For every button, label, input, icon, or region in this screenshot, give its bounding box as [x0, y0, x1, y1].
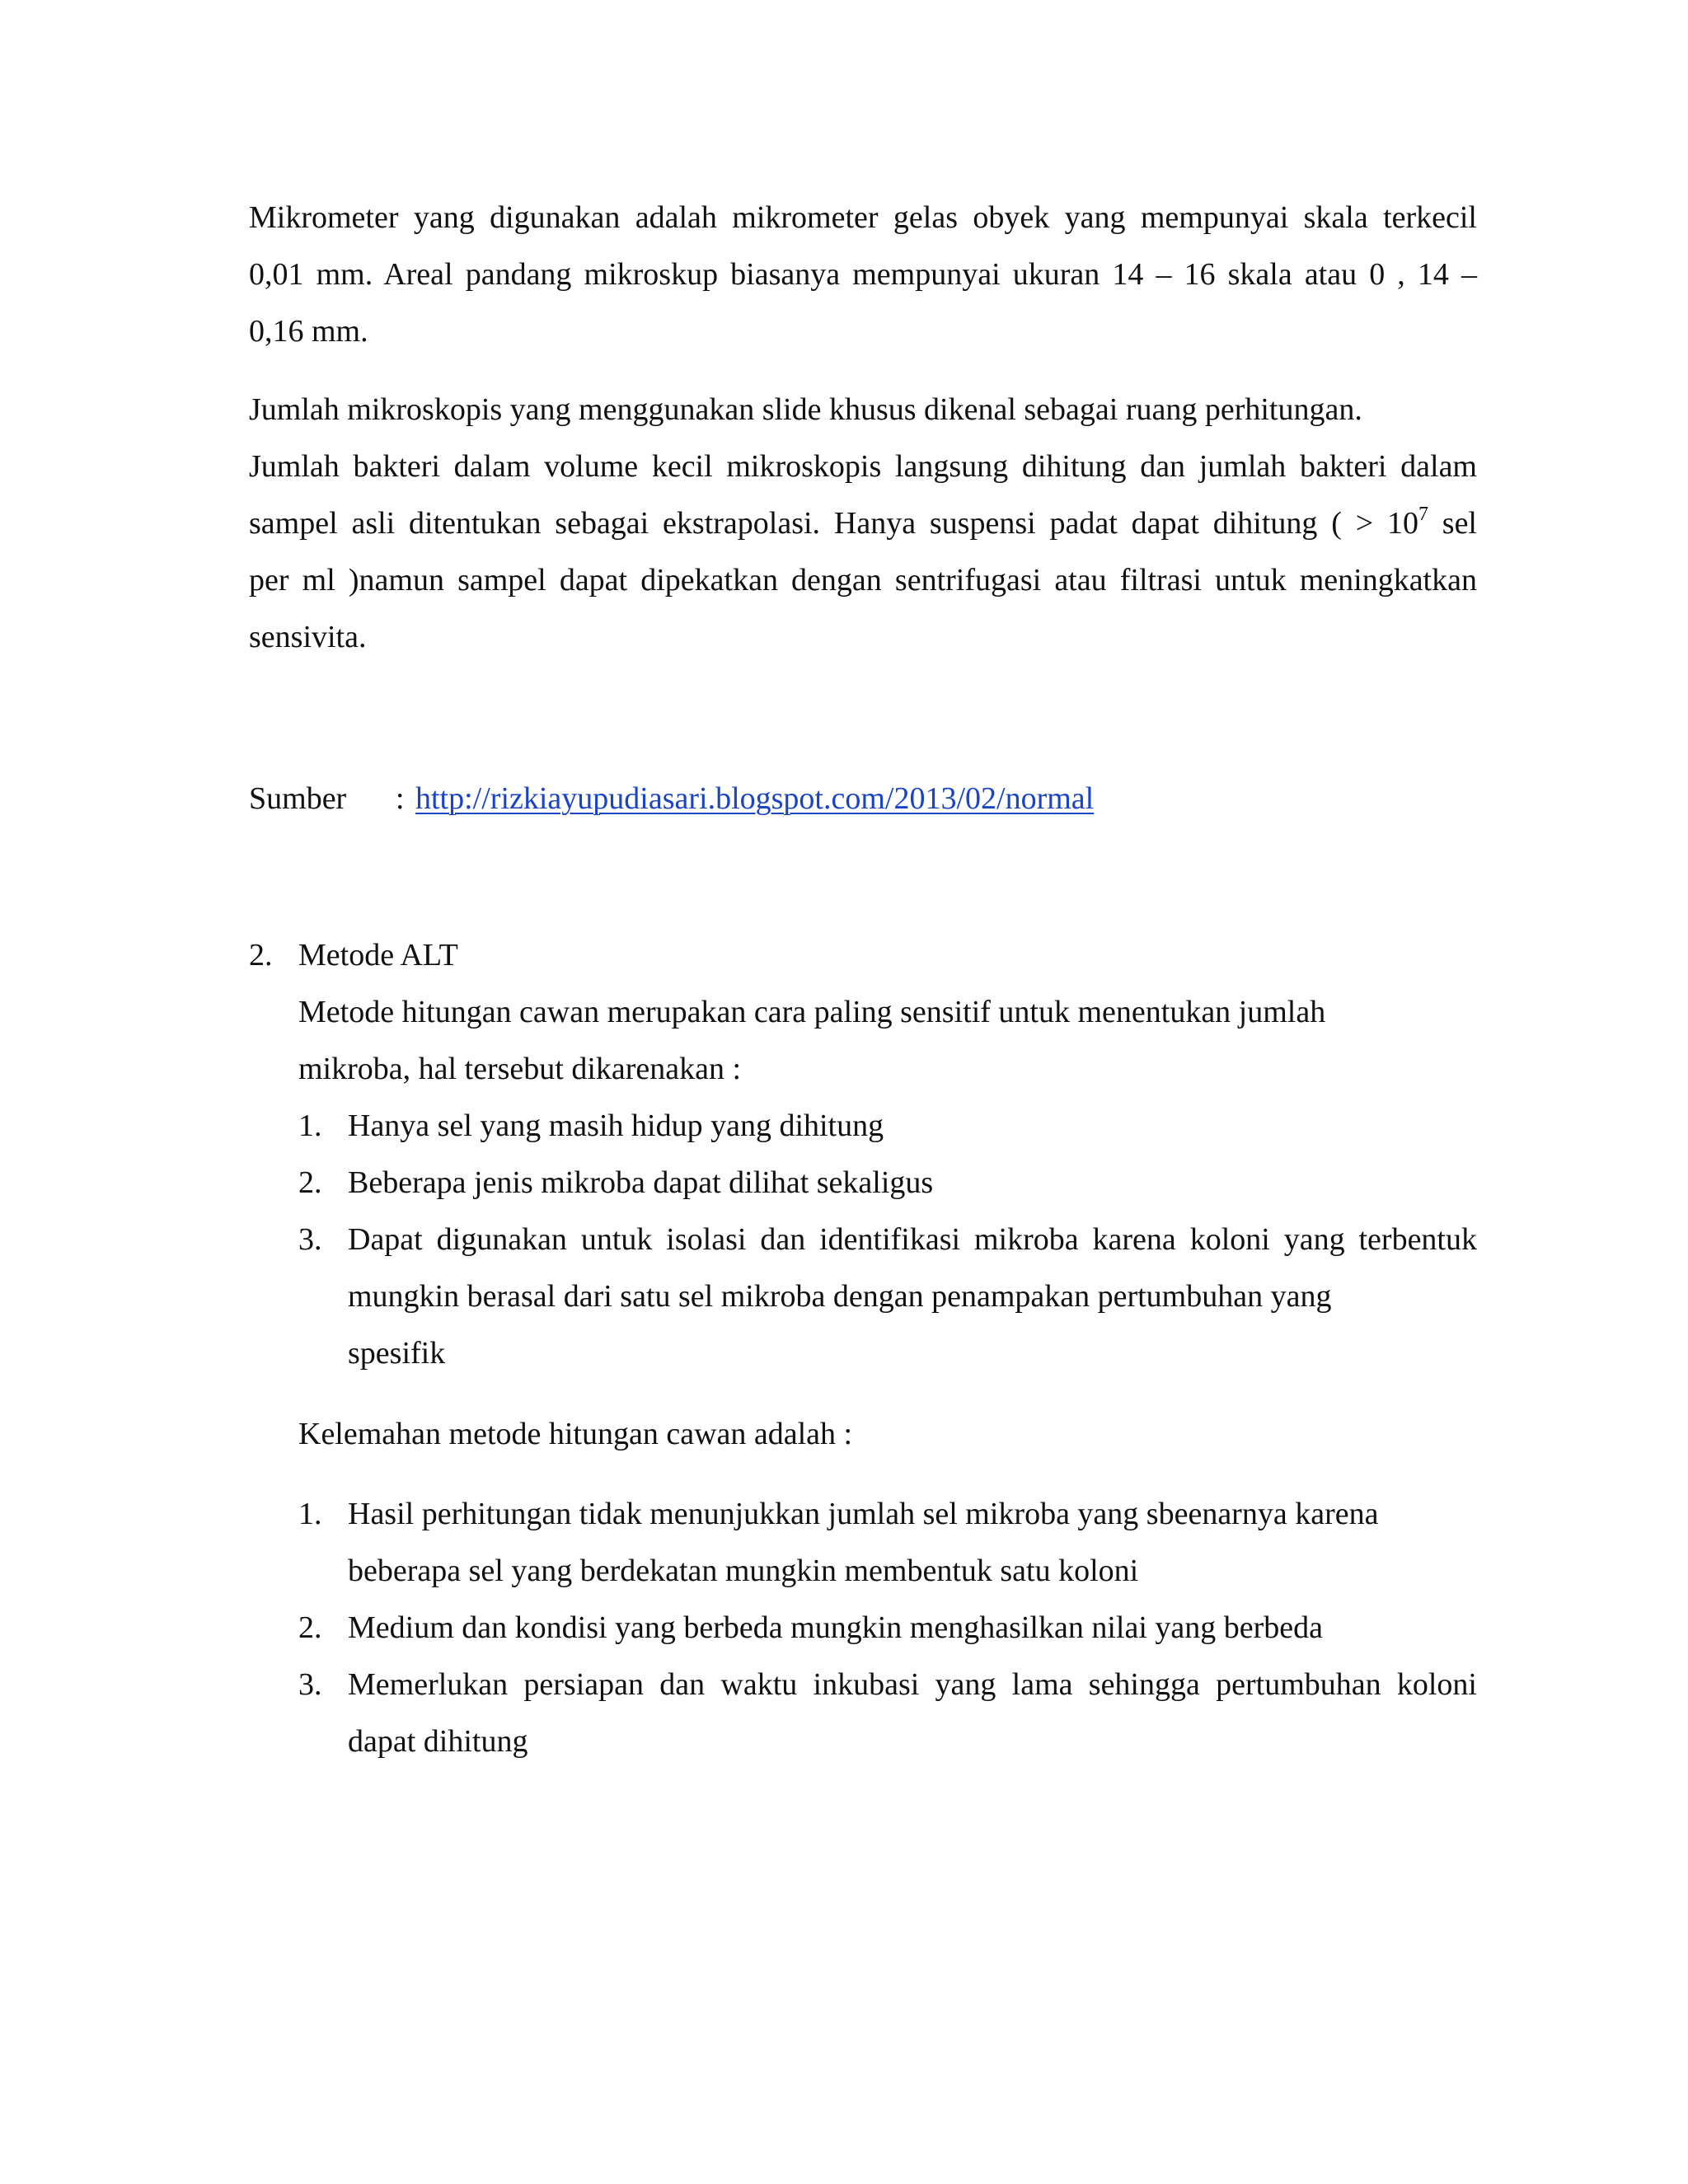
paragraph-line: Jumlah mikroskopis yang menggunakan slide khusus dikenal sebagai ruang perhitungan. [249, 392, 1362, 427]
paragraph-line: Kelemahan metode hitungan cawan adalah : [298, 1417, 853, 1451]
paragraph-line: mikroba, hal tersebut dikarenakan : [298, 1052, 742, 1086]
text-segment: sampel asli ditentukan sebagai ekstrapolasi. Hanya suspensi padat dapat dihitung ( > 10 [249, 506, 1418, 541]
list-item-number: 1. [298, 1497, 322, 1531]
list-item-text: Dapat digunakan untuk isolasi dan identifikasi mikroba karena koloni yang terbentuk [348, 1222, 1477, 1257]
list-item-text: beberapa sel yang berdekatan mungkin membentuk satu koloni [348, 1554, 1139, 1588]
list-item [298, 1098, 1477, 1155]
list-item-text: Beberapa jenis mikroba dapat dilihat sekaligus [348, 1165, 934, 1200]
list-item-number: 1. [298, 1108, 322, 1143]
section-intro [298, 984, 1477, 1098]
section-number: 2. [249, 938, 273, 972]
text-segment: sel [1428, 506, 1477, 541]
paragraph-line: sensivita. [249, 620, 367, 654]
list-item-number: 2. [298, 1165, 322, 1200]
list-item-text: mungkin berasal dari satu sel mikroba dengan penampakan pertumbuhan yang [348, 1279, 1332, 1314]
list-item [298, 1155, 1477, 1212]
list-item-number: 3. [298, 1667, 322, 1702]
source-separator: : [396, 781, 405, 816]
paragraph-jumlah-mikroskopis [249, 382, 1477, 666]
list-item-text: Hasil perhitungan tidak menunjukkan jumlah sel mikroba yang sbeenarnya karena [348, 1497, 1379, 1531]
list-item [298, 1657, 1477, 1770]
weaknesses-list [298, 1486, 1477, 1770]
list-item-number: 2. [298, 1610, 322, 1645]
exponent: 7 [1418, 504, 1428, 526]
list-item [298, 1212, 1477, 1382]
paragraph-mikrometer [249, 190, 1477, 360]
list-item-number: 3. [298, 1222, 322, 1257]
weakness-intro [298, 1406, 1477, 1463]
list-item-text: spesifik [348, 1336, 446, 1371]
list-item [298, 1600, 1477, 1657]
paragraph-line-with-exponent [249, 495, 1477, 552]
section-title: Metode ALT [298, 938, 458, 972]
paragraph-line: Mikrometer yang digunakan adalah mikrometer gelas obyek yang mempunyai skala terkecil [249, 200, 1477, 235]
list-item-text: dapat dihitung [348, 1724, 528, 1759]
list-item-text: Hanya sel yang masih hidup yang dihitung [348, 1108, 884, 1143]
paragraph-line: 0,01 mm. Areal pandang mikroskup biasanya mempunyai ukuran 14 – 16 skala atau 0 , 14 – [249, 257, 1477, 292]
advantages-list [298, 1098, 1477, 1382]
paragraph-line: per ml )namun sampel dapat dipekatkan dengan sentrifugasi atau filtrasi untuk meningkatkan [249, 563, 1477, 598]
section-heading [249, 927, 1477, 984]
source-label: Sumber [249, 781, 347, 816]
list-item [298, 1486, 1477, 1600]
list-item-text: Medium dan kondisi yang berbeda mungkin menghasilkan nilai yang berbeda [348, 1610, 1323, 1645]
paragraph-line: 0,16 mm. [249, 314, 368, 349]
source-link[interactable]: http://rizkiayupudiasari.blogspot.com/2013/02/normal [415, 781, 1095, 816]
paragraph-line: Jumlah bakteri dalam volume kecil mikroskopis langsung dihitung dan jumlah bakteri dalam [249, 449, 1477, 484]
list-item-text: Memerlukan persiapan dan waktu inkubasi yang lama sehingga pertumbuhan koloni [348, 1667, 1477, 1702]
paragraph-line: Metode hitungan cawan merupakan cara paling sensitif untuk menentukan jumlah [298, 995, 1326, 1029]
